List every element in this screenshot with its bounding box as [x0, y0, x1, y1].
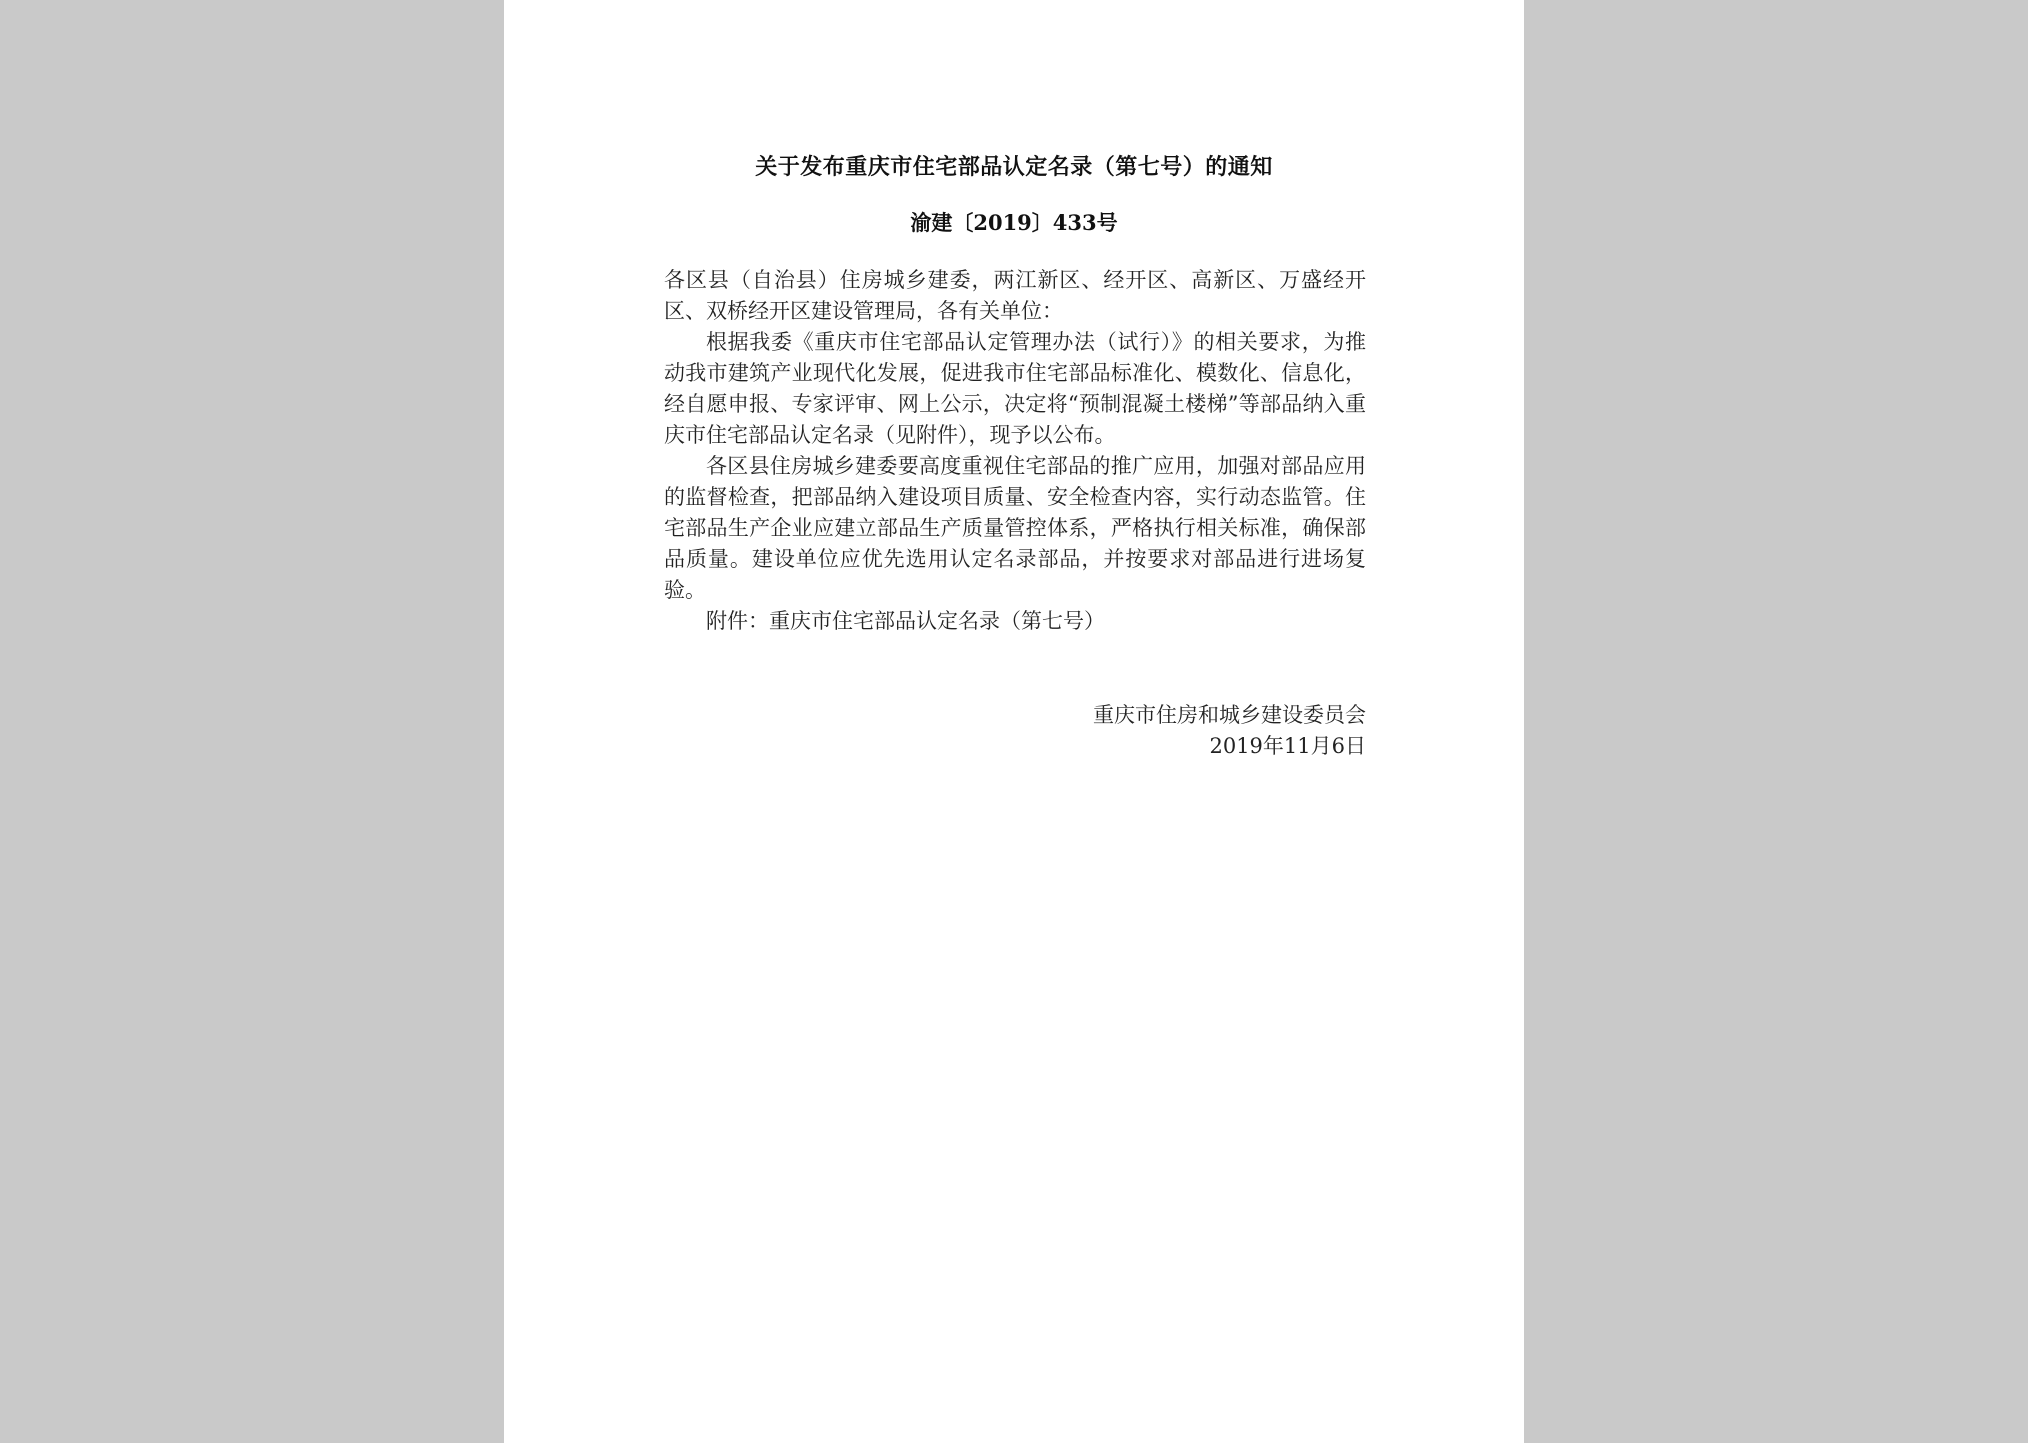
paragraph: 各区县住房城乡建委要高度重视住宅部品的推广应用，加强对部品应用的监督检查，把部品纳入建设项目质量、安全检查内容，实行动态监管。住宅部品生产企业应建立部品生产质量管控体系，严格执行相关标准，确保部品质量。建设单位应优先选用认定名录部品，并按要求对部品进行进场复验。 — [664, 454, 1366, 602]
salutation: 各区县（自治县）住房城乡建委，两江新区、经开区、高新区、万盛经开区、双桥经开区建设管理局，各有关单位： — [664, 268, 1366, 323]
document-title: 关于发布重庆市住宅部品认定名录（第七号）的通知 — [755, 154, 1273, 180]
document-number: 渝建〔2019〕433号 — [910, 210, 1118, 235]
signature-block — [664, 700, 1366, 762]
document-body — [664, 265, 1366, 637]
issuer-name: 重庆市住房和城乡建设委员会 — [1093, 703, 1366, 727]
document-page — [504, 0, 1524, 1443]
issue-date: 2019年11月6日 — [1209, 734, 1366, 758]
paragraph: 根据我委《重庆市住宅部品认定管理办法（试行）》的相关要求，为推动我市建筑产业现代化发展，促进我市住宅部品标准化、模数化、信息化，经自愿申报、专家评审、网上公示，决定将“预制混凝土楼梯”等部品纳入重庆市住宅部品认定名录（见附件），现予以公布。 — [664, 330, 1366, 447]
attachment-note: 附件：重庆市住宅部品认定名录（第七号） — [706, 609, 1105, 633]
